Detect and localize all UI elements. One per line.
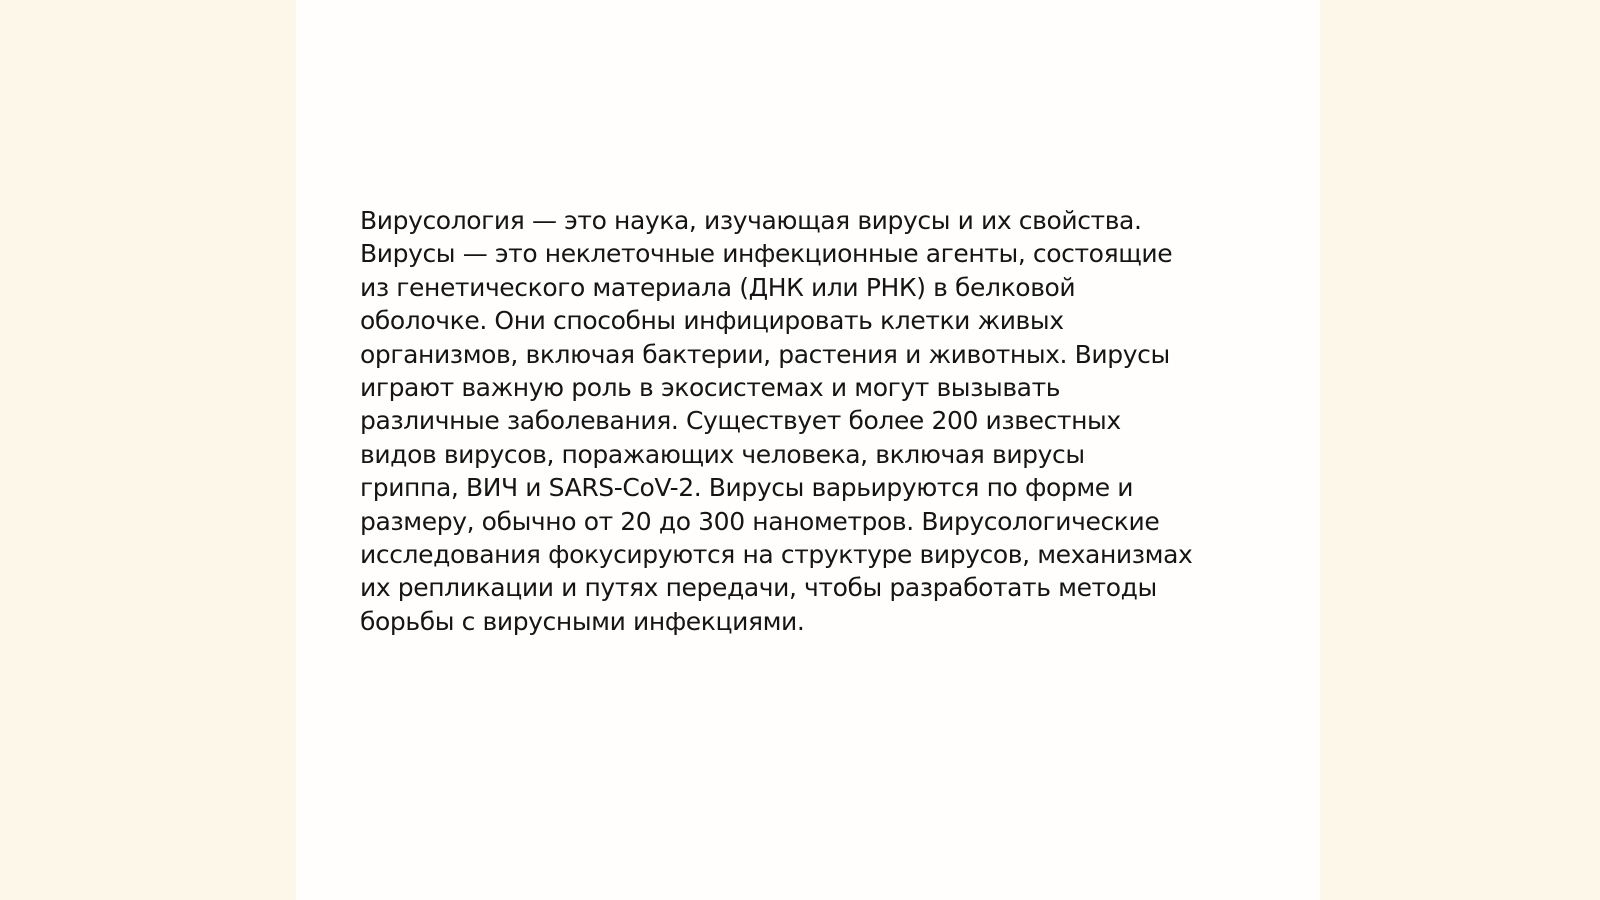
body-paragraph (360, 204, 1250, 638)
paragraph-line-9: гриппа, ВИЧ и SARS-CoV-2. Вирусы варьируются по форме и (360, 473, 1134, 503)
paragraph-line-3: из генетического материала (ДНК или РНК) в белковой (360, 272, 1076, 302)
document-page (296, 0, 1320, 900)
paragraph-line-8: видов вирусов, поражающих человека, включая вирусы (360, 439, 1085, 469)
paragraph-line-7: различные заболевания. Существует более 200 известных (360, 406, 1121, 436)
paragraph-line-10: размеру, обычно от 20 до 300 нанометров. Вирусологические (360, 506, 1160, 536)
paragraph-line-4: оболочке. Они способны инфицировать клетки живых (360, 306, 1064, 336)
paragraph-line-12: их репликации и путях передачи, чтобы разработать методы (360, 573, 1157, 603)
paragraph-line-5: организмов, включая бактерии, растения и животных. Вирусы (360, 339, 1170, 369)
paragraph-line-1: Вирусология — это наука, изучающая вирусы и их свойства. (360, 206, 1142, 235)
paragraph-line-13: борьбы с вирусными инфекциями. (360, 606, 805, 636)
paragraph-line-11: исследования фокусируются на структуре вирусов, механизмах (360, 540, 1193, 570)
paragraph-line-6: играют важную роль в экосистемах и могут вызывать (360, 373, 1061, 403)
paragraph-line-2: Вирусы — это неклеточные инфекционные агенты, состоящие (360, 239, 1173, 269)
